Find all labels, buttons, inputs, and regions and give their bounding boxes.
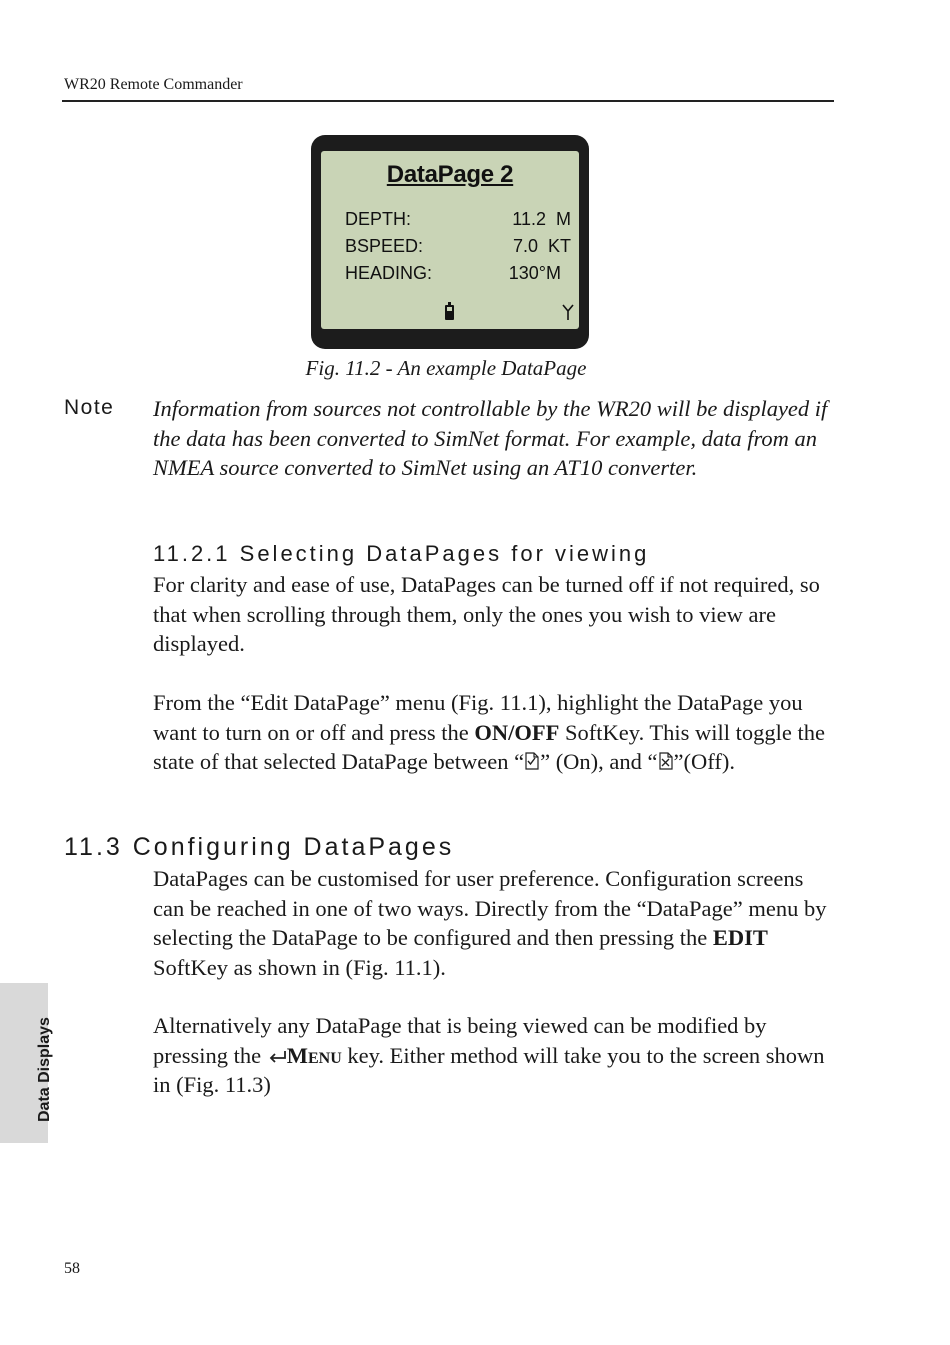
para-text: SoftKey as shown in (Fig. 11.1). [153, 954, 446, 980]
para-text: ”(Off). [673, 749, 735, 774]
para-text: DataPages can be customised for user preference. Configuration screens can be reached in one of two ways. Directly from the “DataPage” menu by selecting the DataPage to be configured and then pressing the [153, 866, 827, 950]
on-off-softkey-label: ON/OFF [474, 719, 560, 745]
side-tab-label: Data Displays [36, 1017, 53, 1122]
edit-softkey-label: EDIT [712, 925, 768, 950]
para-text: From the “Edit DataPage” menu (Fig. 11.1), highlight the DataPage you want to turn on or off and press the [153, 690, 803, 745]
note-label: Note [64, 396, 115, 419]
lcd-figure [311, 135, 589, 349]
para-text: SoftKey. This will toggle the state of that selected DataPage between “ [153, 719, 826, 774]
lcd-value: 130°M [508, 263, 571, 283]
section-heading-11-2-1: 11.2.1 Selecting DataPages for viewing [153, 541, 650, 566]
page-number: 58 [64, 1260, 80, 1277]
lcd-row-heading [345, 263, 571, 285]
antenna-icon [561, 303, 575, 321]
lcd-screen [321, 151, 579, 329]
section-11-2-1-para-2 [153, 688, 838, 777]
section-heading-11-3: 11.3 Configuring DataPages [64, 833, 455, 861]
page-checked-icon [524, 752, 540, 770]
battery-icon [445, 305, 454, 320]
menu-key-label: Menu [286, 1042, 342, 1068]
section-11-3-para-2 [153, 1011, 838, 1100]
section-11-3-para-1 [153, 864, 838, 982]
para-text: Alternatively any DataPage that is being viewed can be modified by pressing the [153, 1013, 767, 1068]
section-11-2-1-para-1: For clarity and ease of use, DataPages can be turned off if not required, so that when scrolling through them, only the ones you wish to view are displayed. [153, 572, 820, 656]
header-rule [62, 100, 834, 102]
lcd-value: 11.2 M [512, 209, 571, 229]
note-text: Information from sources not controllable by the WR20 will be displayed if the data has been converted to SimNet format. For example, data from an NMEA source converted to SimNet using an AT10 converter. [153, 396, 828, 480]
page-header-title: WR20 Remote Commander [64, 76, 243, 93]
lcd-value: 7.0 KT [512, 236, 571, 256]
lcd-row-bspeed [345, 236, 571, 258]
figure-caption: Fig. 11.2 - An example DataPage [305, 356, 587, 380]
lcd-label: DEPTH: [345, 209, 412, 229]
lcd-label: BSPEED: [345, 236, 424, 256]
lcd-label: HEADING: [345, 263, 433, 283]
para-text: key. Either method will take you to the screen shown in (Fig. 11.3) [153, 1042, 825, 1097]
lcd-row-depth [345, 209, 571, 231]
para-text: ” (On), and “ [540, 749, 658, 774]
page-crossed-icon [658, 752, 674, 770]
lcd-title: DataPage 2 [386, 161, 514, 188]
enter-arrow-icon [267, 1050, 287, 1064]
